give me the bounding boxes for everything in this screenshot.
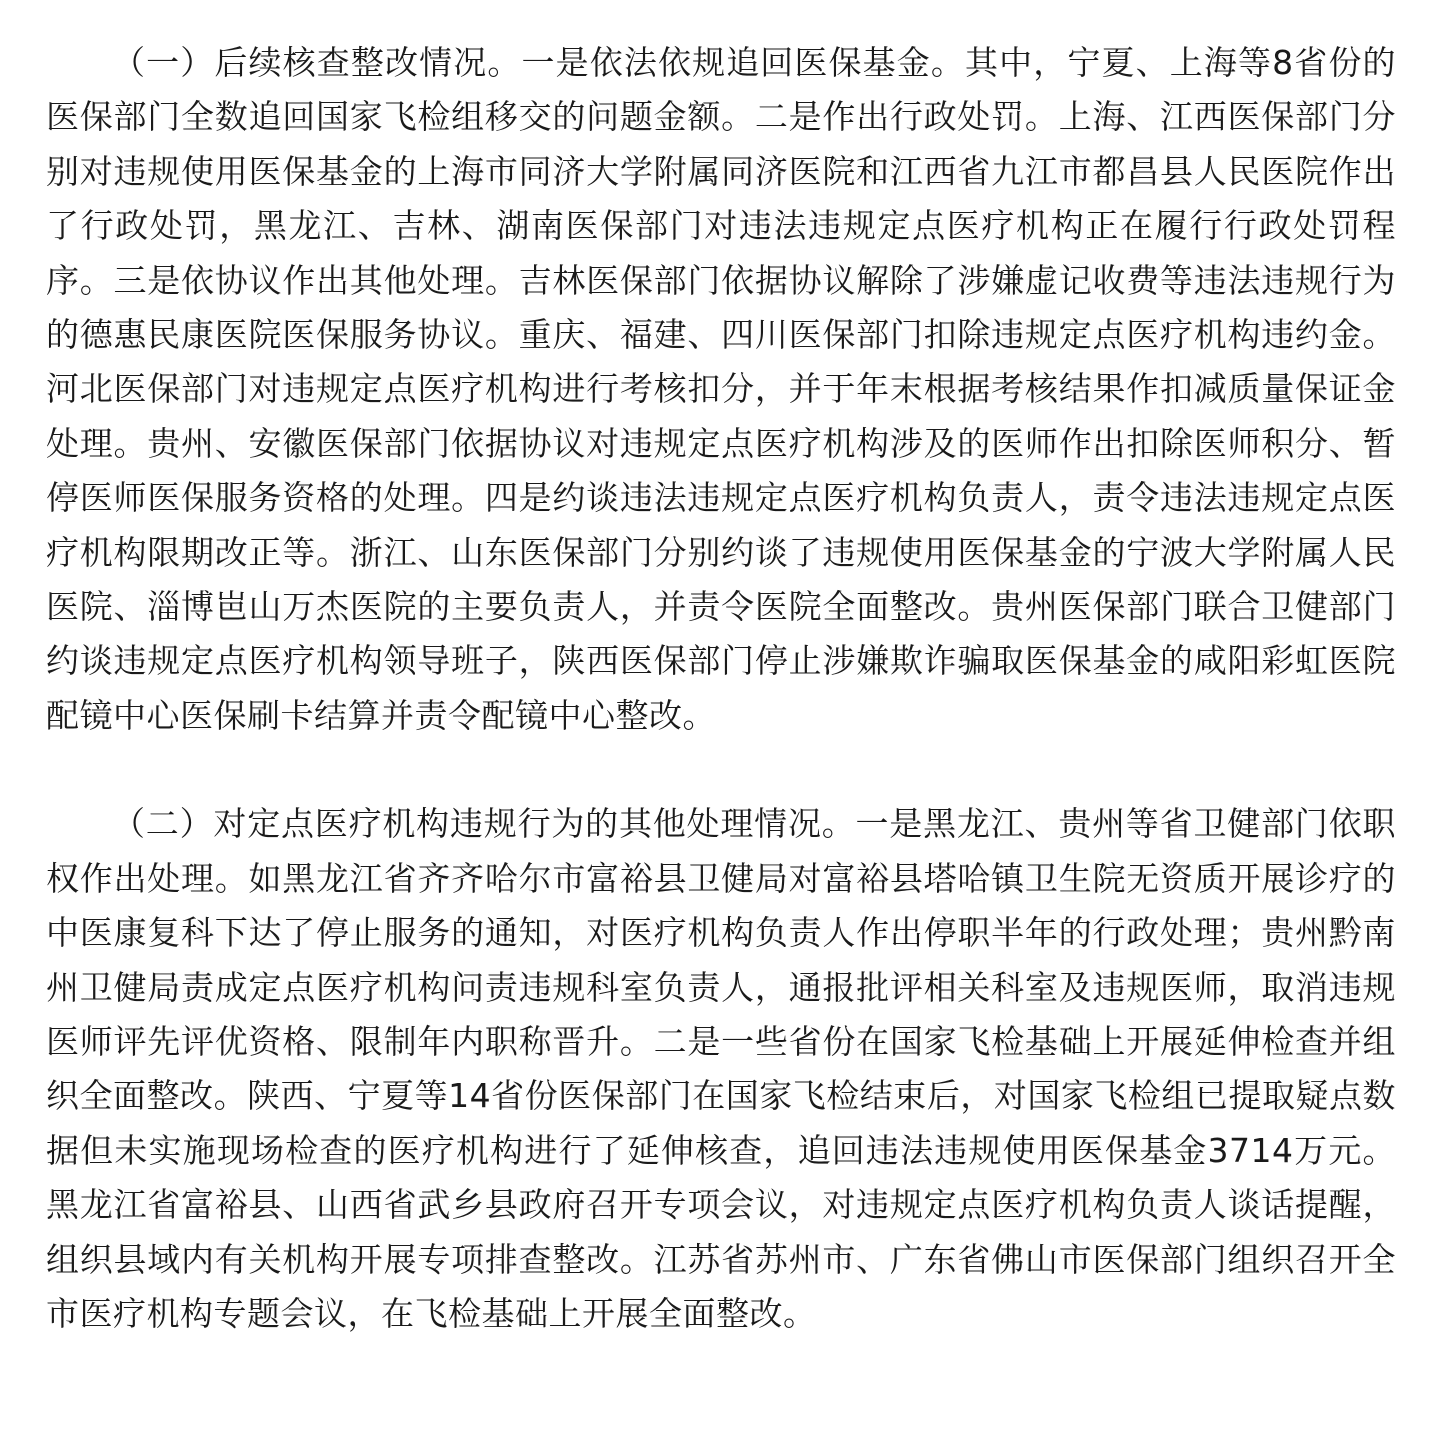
article-body xyxy=(46,36,1396,1341)
paragraph-follow-up-rectification: （一）后续核查整改情况。一是依法依规追回医保基金。其中，宁夏、上海等8省份的医保部门全数追回国家飞检组移交的问题金额。二是作出行政处罚。上海、江西医保部门分别对违规使用医保基金的上海市同济大学附属同济医院和江西省九江市都昌县人民医院作出了行政处罚，黑龙江、吉林、湖南医保部门对违法违规定点医疗机构正在履行行政处罚程序。三是依协议作出其他处理。吉林医保部门依据协议解除了涉嫌虚记收费等违法违规行为的德惠民康医院医保服务协议。重庆、福建、四川医保部门扣除违规定点医疗机构违约金。河北医保部门对违规定点医疗机构进行考核扣分，并于年末根据考核结果作扣减质量保证金处理。贵州、安徽医保部门依据协议对违规定点医疗机构涉及的医师作出扣除医师积分、暂停医师医保服务资格的处理。四是约谈违法违规定点医疗机构负责人，责令违法违规定点医疗机构限期改正等。浙江、山东医保部门分别约谈了违规使用医保基金的宁波大学附属人民医院、淄博岜山万杰医院的主要负责人，并责令医院全面整改。贵州医保部门联合卫健部门约谈违规定点医疗机构领导班子，陕西医保部门停止涉嫌欺诈骗取医保基金的咸阳彩虹医院配镜中心医保刷卡结算并责令配镜中心整改。 xyxy=(46,43,1396,735)
paragraph-other-handling: （二）对定点医疗机构违规行为的其他处理情况。一是黑龙江、贵州等省卫健部门依职权作出处理。如黑龙江省齐齐哈尔市富裕县卫健局对富裕县塔哈镇卫生院无资质开展诊疗的中医康复科下达了停止服务的通知，对医疗机构负责人作出停职半年的行政处理；贵州黔南州卫健局责成定点医疗机构问责违规科室负责人，通报批评相关科室及违规医师，取消违规医师评先评优资格、限制年内职称晋升。二是一些省份在国家飞检基础上开展延伸检查并组织全面整改。陕西、宁夏等14省份医保部门在国家飞检结束后，对国家飞检组已提取疑点数据但未实施现场检查的医疗机构进行了延伸核查，追回违法违规使用医保基金3714万元。黑龙江省富裕县、山西省武乡县政府召开专项会议，对违规定点医疗机构负责人谈话提醒，组织县域内有关机构开展专项排查整改。江苏省苏州市、广东省佛山市医保部门组织召开全市医疗机构专题会议，在飞检基础上开展全面整改。 xyxy=(46,804,1396,1333)
